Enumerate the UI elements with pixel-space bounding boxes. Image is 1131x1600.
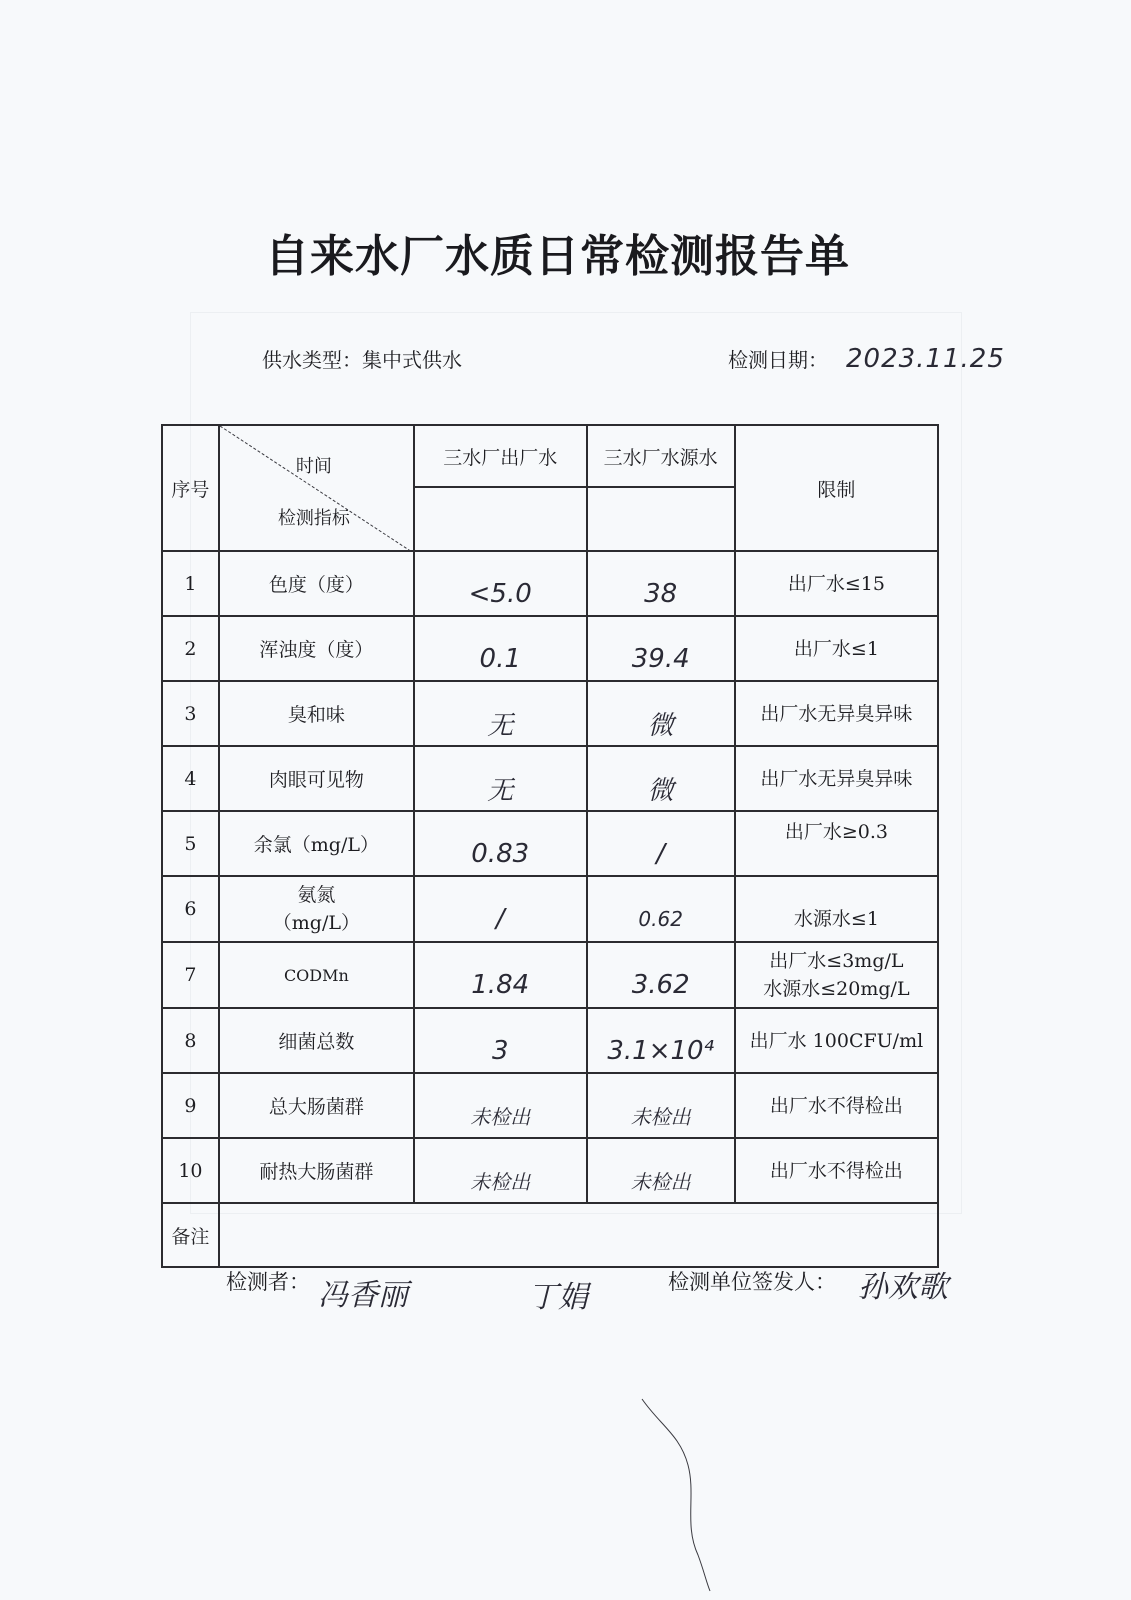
row-value-b: 微 [647, 776, 674, 806]
row-indicator: 臭和味 [219, 681, 414, 746]
test-date-value: 2023.11.25 [846, 344, 1005, 374]
inspector-signature-1: 冯香丽 [318, 1278, 408, 1313]
row-value-a: / [495, 904, 505, 934]
row-value-a: 未检出 [470, 1105, 531, 1129]
inspector-label: 检测者： [226, 1270, 310, 1294]
row-no: 9 [162, 1073, 219, 1138]
row-no: 8 [162, 1008, 219, 1073]
row-no: 1 [162, 551, 219, 616]
row-no: 7 [162, 942, 219, 1008]
table-row [162, 811, 938, 876]
row-value-b: 未检出 [630, 1105, 691, 1129]
test-date-label: 检测日期： [728, 348, 828, 372]
row-indicator: 细菌总数 [219, 1008, 414, 1073]
row-value-b: 微 [647, 711, 674, 741]
row-value-b: 未检出 [630, 1170, 691, 1194]
row-limit: 出厂水≤1 [735, 616, 938, 681]
remark-content [219, 1203, 938, 1267]
row-indicator: 余氯（mg/L） [219, 811, 414, 876]
row-indicator: 氨氮 [297, 884, 336, 906]
row-value-b: 38 [644, 578, 678, 609]
signer-label: 检测单位签发人： [668, 1270, 836, 1294]
row-no: 3 [162, 681, 219, 746]
remark-row [162, 1203, 938, 1267]
row-limit: 出厂水无异臭异味 [735, 746, 938, 811]
header-indicator: 检测指标 [277, 508, 350, 529]
signer-signature: 孙欢歌 [858, 1270, 948, 1305]
row-no: 4 [162, 746, 219, 811]
supply-type: 供水类型：集中式供水 [262, 348, 462, 372]
page-title: 自来水厂水质日常检测报告单 [265, 231, 850, 282]
row-value-a: 0.83 [471, 838, 530, 869]
row-indicator: 总大肠菌群 [219, 1073, 414, 1138]
row-value-b: 39.4 [631, 643, 690, 674]
header-col-b: 三水厂水源水 [587, 425, 735, 487]
table-row [162, 681, 938, 746]
row-limit: 出厂水不得检出 [735, 1073, 938, 1138]
row-value-a: 1.84 [471, 970, 530, 1000]
row-limit: 出厂水≤15 [735, 551, 938, 616]
row-indicator: 浑浊度（度） [219, 616, 414, 681]
row-limit-2: 水源水≤20mg/L [763, 978, 910, 1000]
row-no: 5 [162, 811, 219, 876]
row-limit: 水源水≤1 [793, 908, 879, 930]
remark-label: 备注 [162, 1203, 219, 1267]
row-indicator: CODMn [219, 942, 414, 1008]
table-row [162, 942, 938, 1008]
row-value-a: 未检出 [470, 1170, 531, 1194]
test-date [728, 344, 1005, 374]
header-col-a: 三水厂出厂水 [414, 425, 587, 487]
table-row [162, 616, 938, 681]
diagonal-line [220, 426, 412, 550]
row-indicator: 肉眼可见物 [219, 746, 414, 811]
table-row [162, 876, 938, 942]
row-limit: 出厂水≤3mg/L [769, 950, 904, 972]
table-row [162, 1008, 938, 1073]
row-value-a: 无 [487, 711, 514, 741]
header-time: 时间 [295, 456, 332, 477]
header-col-a-blank [414, 487, 587, 551]
table-row [162, 551, 938, 616]
row-indicator: 耐热大肠菌群 [219, 1138, 414, 1203]
header-limit: 限制 [735, 425, 938, 551]
row-indicator: 色度（度） [219, 551, 414, 616]
header-no: 序号 [162, 425, 219, 551]
row-value-b: / [656, 838, 666, 869]
row-no: 10 [162, 1138, 219, 1203]
row-value-b: 3.62 [631, 970, 690, 1000]
row-value-a: 0.1 [479, 643, 521, 674]
row-limit: 出厂水 100CFU/ml [735, 1008, 938, 1073]
row-no: 6 [162, 876, 219, 942]
row-limit: 出厂水无异臭异味 [735, 681, 938, 746]
table-row [162, 1073, 938, 1138]
row-value-b: 3.1×10⁴ [607, 1035, 714, 1066]
row-value-a: <5.0 [468, 578, 532, 609]
header-col-b-blank [587, 487, 735, 551]
inspector-signature-2: 丁娟 [528, 1280, 588, 1315]
table-row [162, 746, 938, 811]
report-table [161, 424, 939, 1268]
header-diagonal [219, 425, 414, 551]
paper-crease-mark [640, 1395, 720, 1595]
row-limit: 出厂水≥0.3 [784, 820, 888, 843]
row-value-b: 0.62 [638, 907, 683, 931]
row-indicator-unit: （mg/L） [272, 912, 360, 934]
row-no: 2 [162, 616, 219, 681]
row-limit: 出厂水不得检出 [735, 1138, 938, 1203]
table-row [162, 1138, 938, 1203]
row-value-a: 无 [487, 776, 514, 806]
row-value-a: 3 [491, 1035, 509, 1066]
